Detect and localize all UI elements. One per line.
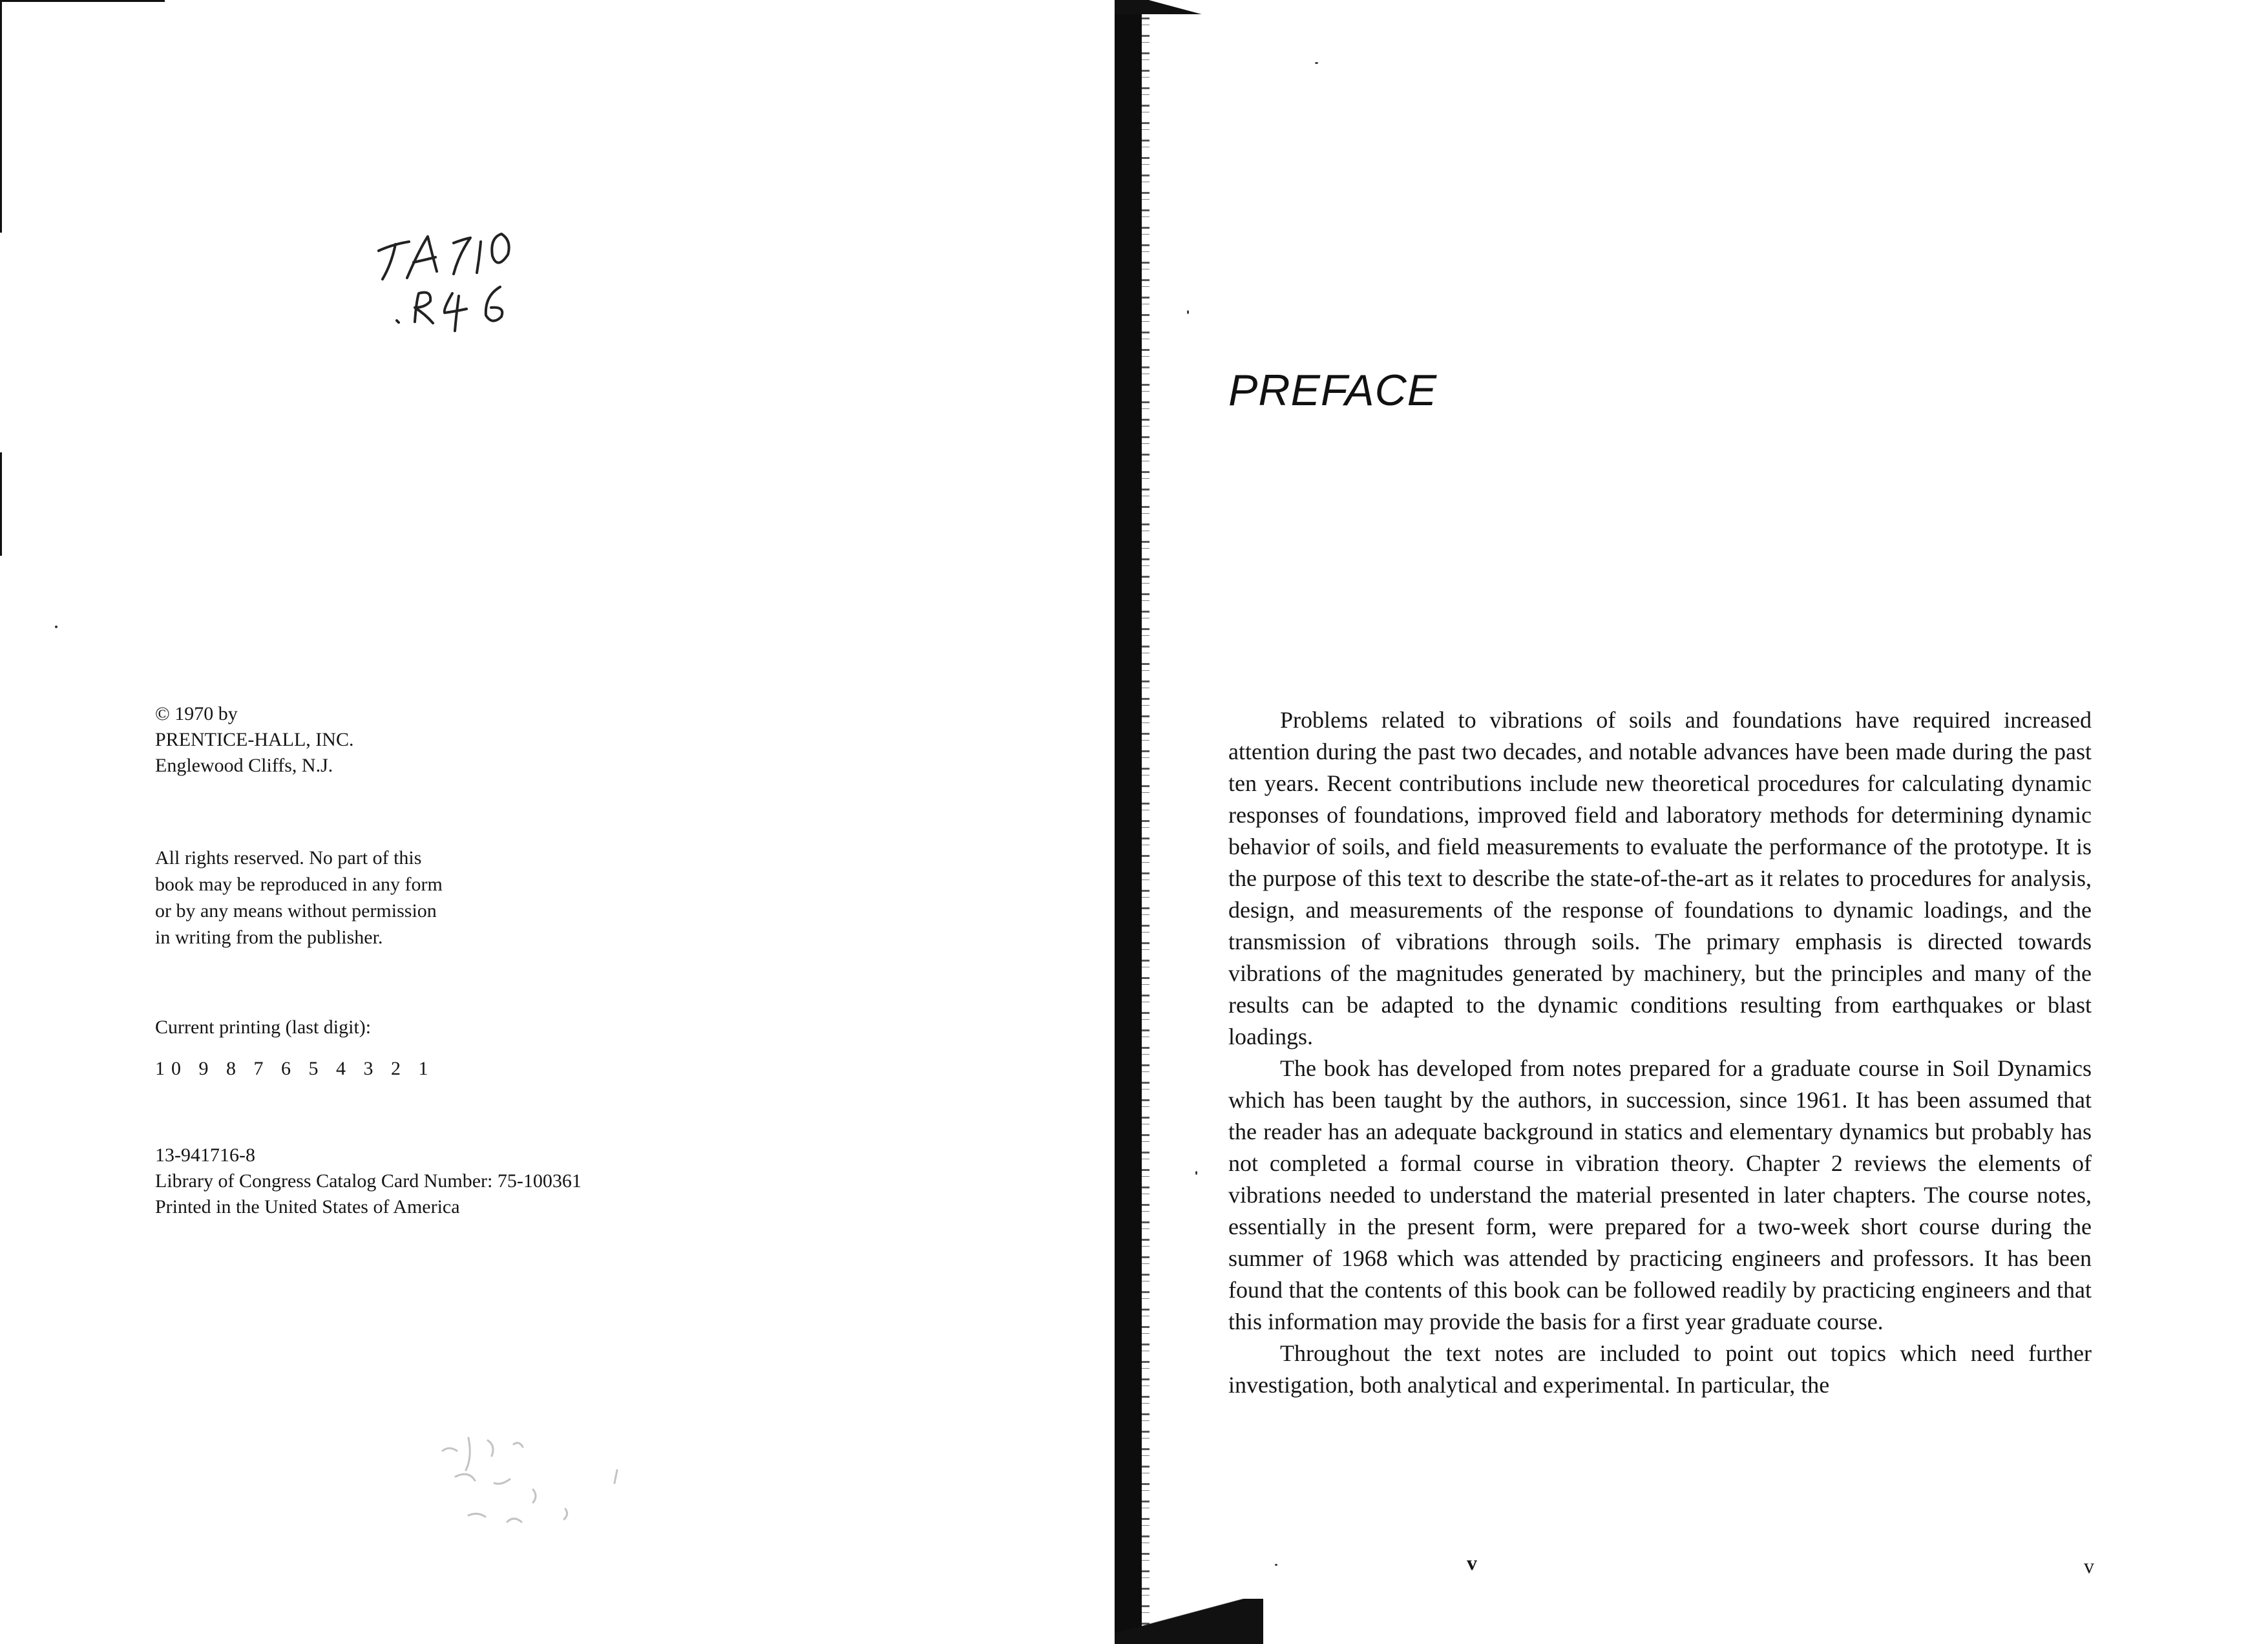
publisher-location: Englewood Cliffs, N.J. — [155, 755, 333, 776]
printing-label: Current printing (last digit): — [155, 1017, 372, 1038]
dust-speck — [1275, 1564, 1277, 1566]
page-number-center: v — [1467, 1551, 1477, 1574]
rights-line: book may be reproduced in any form — [155, 874, 443, 895]
scan-gutter-shadow — [1115, 0, 1142, 1644]
rights-line: in writing from the publisher. — [155, 927, 383, 948]
scan-edge-top — [0, 0, 165, 2]
scan-gutter-bottom — [1115, 1599, 1263, 1644]
scan-edge-left-lower — [0, 452, 2, 556]
copyright-notice — [155, 701, 353, 779]
catalog-info — [155, 1143, 582, 1220]
scan-edge-left — [0, 0, 2, 233]
dust-speck — [55, 626, 58, 628]
printing-info — [155, 1015, 435, 1082]
printing-digits: 10 9 8 7 6 5 4 3 2 1 — [155, 1058, 435, 1079]
paragraph: Throughout the text notes are included to point out topics which need further investigation, both analytical and experimental. In particular, the — [1228, 1340, 2092, 1398]
scan-gutter-noise — [1142, 0, 1150, 1644]
page-number: v — [2084, 1554, 2094, 1577]
call-number-scribble — [373, 225, 541, 335]
paragraph: The book has developed from notes prepared for a graduate course in Soil Dynamics which has been taught by the authors, in succession, since 1961. It has been assumed that the reader has an adequate background in statics and elementary dynamics but probably has not completed a formal course in vibration theory. Chapter 2 reviews the elements of vibrations needed to understand the material presented in later chapters. The course notes, essentially in the present form, were prepared for a two-week short course during the summer of 1968 which was attended by practicing engineers and professors. It has been found that the contents of this book can be followed readily by practicing engineers and that this information may provide the basis for a first year graduate course. — [1228, 1055, 2092, 1334]
copyright-symbol: © — [155, 703, 170, 724]
rights-line: or by any means without permission — [155, 900, 437, 922]
preface-page — [1115, 0, 2268, 1644]
dust-speck — [1187, 310, 1189, 314]
dust-speck — [1195, 1171, 1197, 1175]
copyright-year: 1970 by — [174, 703, 238, 724]
publisher-name: PRENTICE-HALL, INC. — [155, 729, 354, 750]
page-title: PREFACE — [1228, 366, 1438, 415]
rights-statement — [155, 845, 443, 951]
handwritten-call-number — [373, 225, 541, 335]
scan-gutter-top — [1115, 0, 1221, 14]
rights-line: All rights reserved. No part of this — [155, 847, 422, 869]
library-of-congress-number: Library of Congress Catalog Card Number: 75-100361 — [155, 1170, 582, 1192]
dust-speck — [1315, 62, 1318, 64]
copyright-page — [0, 0, 1115, 1644]
faint-stamp-mark — [430, 1425, 636, 1548]
isbn: 13-941716-8 — [155, 1144, 255, 1166]
preface-text — [1228, 704, 2092, 1401]
paragraph: Problems related to vibrations of soils and foundations have required increased attention during the past two decades, and notable advances have been made during the past ten years. Recent contributions include new theoretical procedures for calculating dynamic responses of foundations, improved field and laboratory methods for determining dynamic behavior of soils, and field measurements to evaluate the performance of the prototype. It is the purpose of this text to describe the state-of-the-art as it relates to procedures for analysis, design, and measurements of the response of foundations to dynamic loadings, and the transmission of vibrations through soils. The primary emphasis is directed towards vibrations of the magnitudes generated by machinery, but the principles and many of the results can be adapted to the dynamic conditions resulting from earthquakes or blast loadings. — [1228, 707, 2092, 1049]
printed-in: Printed in the United States of America — [155, 1196, 460, 1217]
